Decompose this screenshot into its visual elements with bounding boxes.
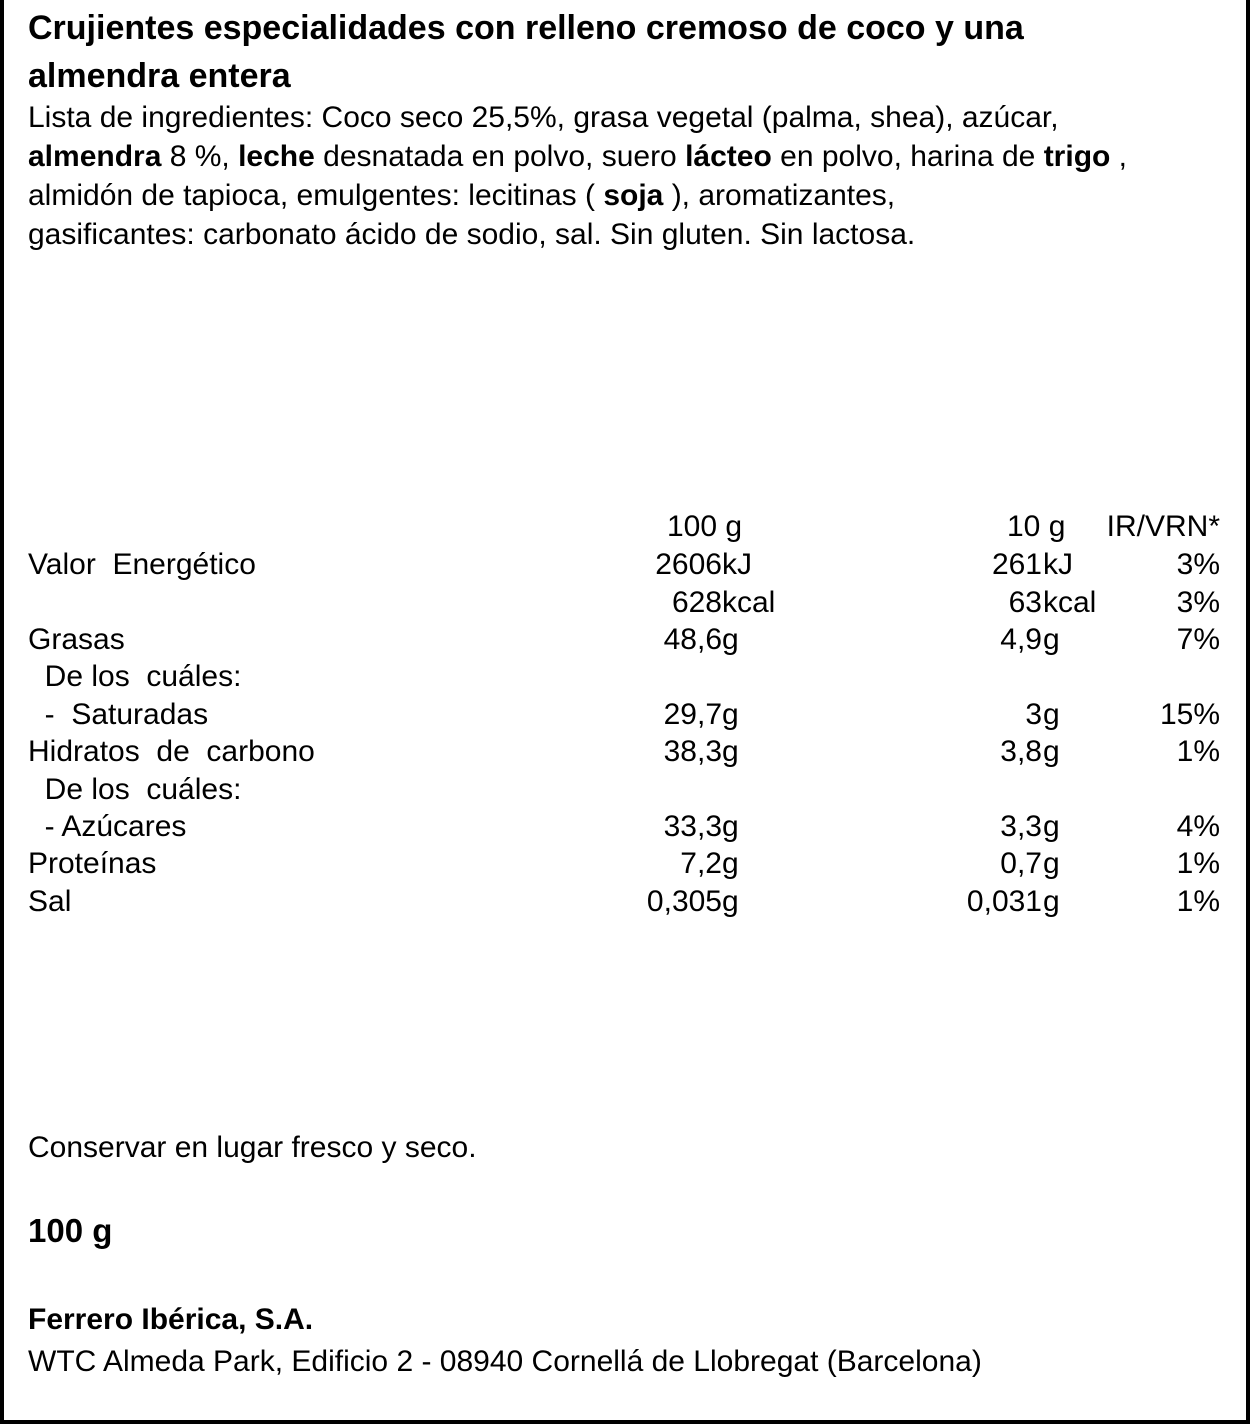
ir-vrn-percent: 3% <box>1176 548 1220 581</box>
product-title <box>28 4 1250 100</box>
nutrient-name: Sal <box>28 885 72 918</box>
ingredients-line-3 <box>28 176 1243 215</box>
allergen-highlight: trigo <box>1043 140 1111 173</box>
value-per-portion: 4,9 <box>1000 623 1042 656</box>
header-per-portion: 10 g <box>1007 510 1066 543</box>
allergen-highlight: leche <box>238 140 315 173</box>
value-per-portion: 63 <box>1008 586 1042 619</box>
ir-vrn-percent: 1% <box>1176 847 1220 880</box>
value-per-portion: 0,031 <box>966 885 1042 918</box>
value-per-100g: 33,3 <box>663 810 722 843</box>
storage-note: Conservar en lugar fresco y seco. <box>28 1131 477 1164</box>
value-per-100g: 2606 <box>655 548 722 581</box>
ingredient-text: 8 %, <box>161 140 239 173</box>
unit-per-portion: g <box>1043 735 1060 768</box>
unit-per-100g: g <box>722 623 739 656</box>
ir-vrn-percent: 4% <box>1176 810 1220 843</box>
ir-vrn-percent: 7% <box>1176 623 1220 656</box>
unit-per-portion: g <box>1043 885 1060 918</box>
nutrient-name: - Saturadas <box>28 698 209 731</box>
unit-per-portion: g <box>1043 810 1060 843</box>
ingredient-text: desnatada en polvo, suero <box>314 140 686 173</box>
unit-per-100g: kJ <box>722 548 752 581</box>
unit-per-100g: g <box>722 698 739 731</box>
allergen-highlight: lácteo <box>685 140 772 173</box>
value-per-portion: 0,7 <box>1000 847 1042 880</box>
company-address: WTC Almeda Park, Edificio 2 - 08940 Cornellá de Llobregat (Barcelona) <box>28 1345 982 1378</box>
ingredient-text: , <box>1110 140 1128 173</box>
unit-per-portion: g <box>1043 847 1060 880</box>
ingredient-text: en polvo, harina de <box>771 140 1044 173</box>
nutrient-name: Hidratos de carbono <box>28 735 315 768</box>
allergen-highlight: soja <box>603 179 664 212</box>
unit-per-100g: g <box>722 735 739 768</box>
value-per-100g: 0,305 <box>646 885 722 918</box>
ir-vrn-percent: 1% <box>1176 885 1220 918</box>
value-per-100g: 29,7 <box>663 698 722 731</box>
ir-vrn-percent: 1% <box>1176 735 1220 768</box>
value-per-100g: 48,6 <box>663 623 722 656</box>
unit-per-100g: g <box>722 810 739 843</box>
unit-per-100g: kcal <box>722 586 776 619</box>
ingredient-text: almidón de tapioca, emulgentes: lecitinas ( <box>28 179 604 212</box>
unit-per-portion: g <box>1043 623 1060 656</box>
unit-per-100g: g <box>722 847 739 880</box>
ingredients-line-4: gasificantes: carbonato ácido de sodio, sal. Sin gluten. Sin lactosa. <box>28 218 916 251</box>
value-per-portion: 3 <box>1025 698 1042 731</box>
unit-per-portion: g <box>1043 698 1060 731</box>
product-title-line-1: Crujientes especialidades con relleno cremoso de coco y una <box>28 9 1024 47</box>
ir-vrn-percent: 15% <box>1159 698 1220 731</box>
unit-per-portion: kcal <box>1043 586 1097 619</box>
ir-vrn-percent: 3% <box>1176 586 1220 619</box>
nutrient-name: Proteínas <box>28 847 157 880</box>
value-per-portion: 3,3 <box>1000 810 1042 843</box>
nutrient-name: Valor Energético <box>28 548 256 581</box>
company-name: Ferrero Ibérica, S.A. <box>28 1303 314 1336</box>
nutrient-name: - Azúcares <box>28 810 187 843</box>
ingredients-line-2 <box>28 137 1243 176</box>
nutrient-name: De los cuáles: <box>28 773 242 806</box>
unit-per-portion: kJ <box>1043 548 1073 581</box>
net-weight: 100 g <box>28 1212 113 1249</box>
value-per-100g: 628 <box>671 586 722 619</box>
allergen-highlight: almendra <box>28 140 162 173</box>
nutrient-name: Grasas <box>28 623 125 656</box>
product-title-line-2: almendra entera <box>28 57 291 95</box>
value-per-portion: 261 <box>991 548 1042 581</box>
value-per-100g: 38,3 <box>663 735 722 768</box>
ingredients-line-1: Lista de ingredientes: Coco seco 25,5%, grasa vegetal (palma, shea), azúcar, <box>28 101 1059 134</box>
value-per-portion: 3,8 <box>1000 735 1042 768</box>
header-ir-vrn: IR/VRN* <box>1106 510 1220 543</box>
ingredients-list <box>28 98 1243 254</box>
unit-per-100g: g <box>722 885 739 918</box>
nutrient-name: De los cuáles: <box>28 660 242 693</box>
header-per-100g: 100 g <box>667 510 743 543</box>
value-per-100g: 7,2 <box>680 847 722 880</box>
ingredient-text: ), aromatizantes, <box>663 179 896 212</box>
